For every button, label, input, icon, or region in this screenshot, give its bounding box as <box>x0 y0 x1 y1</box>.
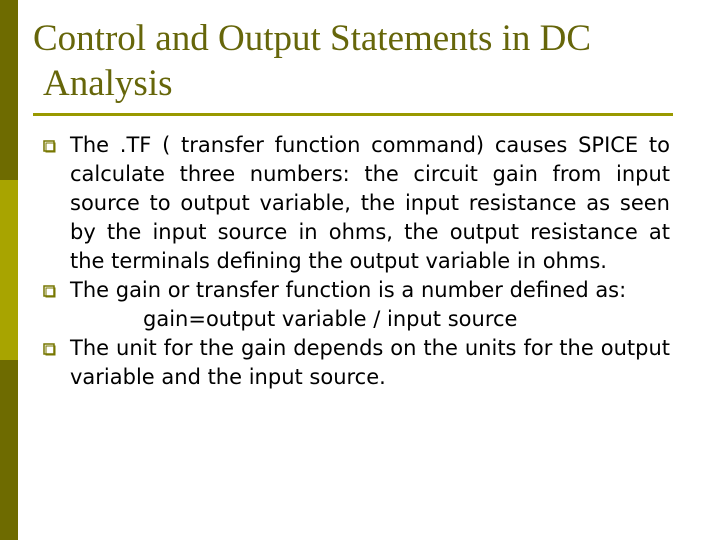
bullet-item <box>40 276 670 334</box>
bullet-text: The unit for the gain depends on the units for the output variable and the input source. <box>70 336 670 389</box>
open-square-bullet-icon <box>43 343 56 356</box>
slide-title-line2: Analysis <box>43 63 173 104</box>
bullet-list <box>40 131 670 392</box>
slide-title <box>33 16 693 106</box>
left-band-middle <box>0 180 18 360</box>
open-square-bullet-icon <box>43 140 56 153</box>
left-band-bottom <box>0 360 18 540</box>
bullet-item <box>40 131 670 276</box>
bullet-item <box>40 334 670 392</box>
open-square-bullet-icon <box>43 285 56 298</box>
slide-title-line1: Control and Output Statements in DC <box>33 18 592 59</box>
bullet-text: The .TF ( transfer function command) causes SPICE to calculate three numbers: the circuit gain from input source to output variable, the input resistance as seen by the input source in ohms, the output resistance at the terminals defining the output variable in ohms. <box>70 133 670 273</box>
title-divider <box>33 113 673 116</box>
gain-formula: gain=output variable / input source <box>143 307 518 331</box>
left-band-top <box>0 0 18 180</box>
bullet-text: The gain or transfer function is a number defined as: <box>70 278 627 302</box>
